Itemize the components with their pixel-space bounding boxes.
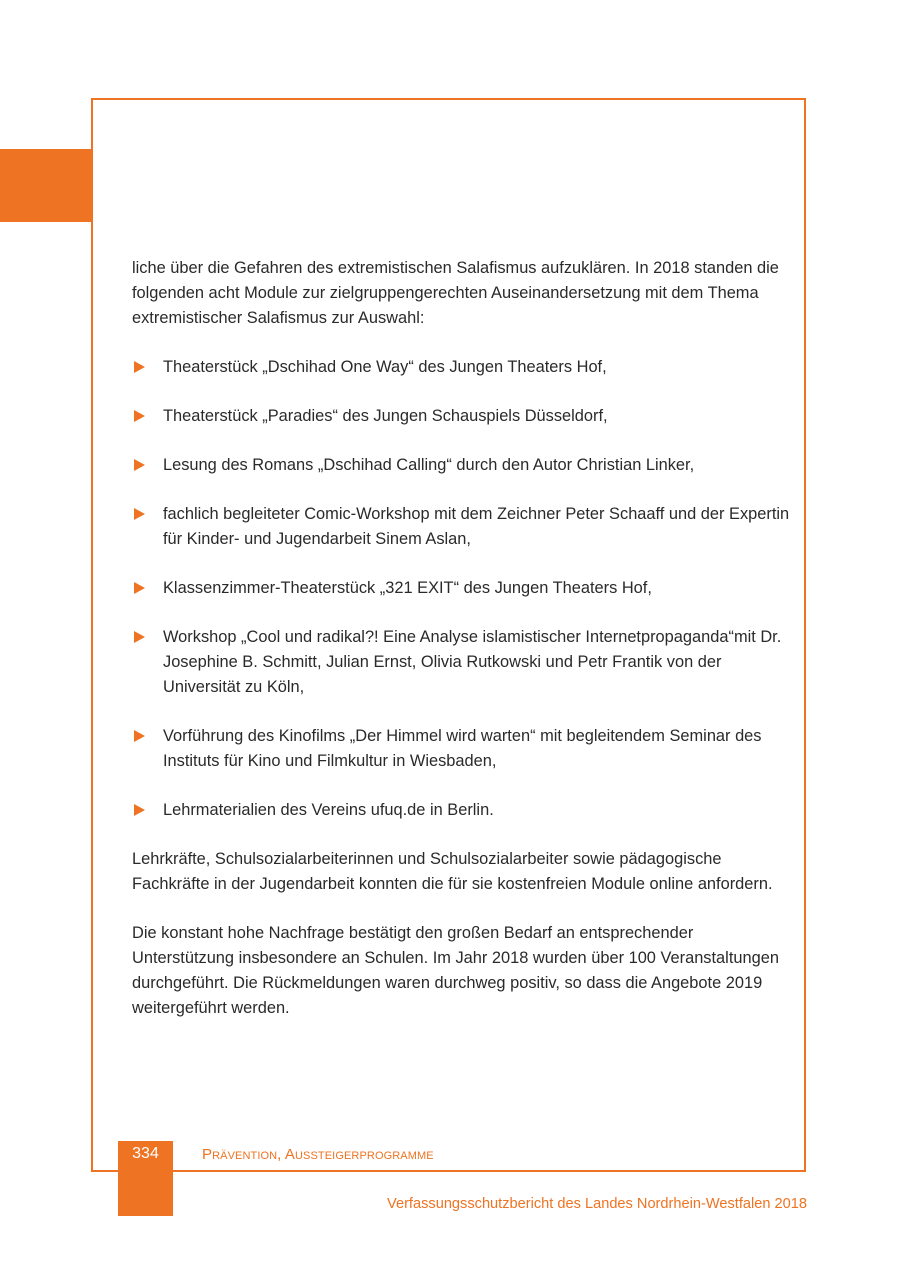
body-paragraph: Lehrkräfte, Schulsozialarbeiterinnen und Schulsozialarbeiter sowie pädagogische Fachkräfte in der Jugendarbeit konnten die für sie kostenfreien Module online anfordern. xyxy=(132,850,773,893)
triangle-bullet-icon xyxy=(134,582,145,594)
triangle-bullet-icon xyxy=(134,804,145,816)
intro-paragraph: liche über die Gefahren des extremistischen Salafismus aufzuklären. In 2018 standen die folgenden acht Module zur zielgruppengerechten Auseinandersetzung mit dem Thema extremistischer Salafismus zur Auswahl: xyxy=(132,259,779,327)
triangle-bullet-icon xyxy=(134,631,145,643)
triangle-bullet-icon xyxy=(134,361,145,373)
list-item: Vorführung des Kinofilms „Der Himmel wird warten“ mit begleitendem Seminar des Instituts für Kino und Filmkultur in Wiesbaden, xyxy=(132,724,792,774)
triangle-bullet-icon xyxy=(134,410,145,422)
triangle-bullet-icon xyxy=(134,508,145,520)
side-tab-marker xyxy=(0,149,93,222)
module-list xyxy=(132,355,792,823)
list-item: Theaterstück „Dschihad One Way“ des Jungen Theaters Hof, xyxy=(132,355,792,380)
list-item: fachlich begleiteter Comic-Workshop mit dem Zeichner Peter Schaaff und der Expertin für Kinder- und Jugendarbeit Sinem Aslan, xyxy=(132,502,792,552)
list-item: Klassenzimmer-Theaterstück „321 EXIT“ des Jungen Theaters Hof, xyxy=(132,576,792,601)
page-content xyxy=(132,256,792,1021)
page-number: 334 xyxy=(132,1145,159,1162)
triangle-bullet-icon xyxy=(134,730,145,742)
publication-title: Verfassungsschutzbericht des Landes Nordrhein-Westfalen 2018 xyxy=(387,1196,807,1212)
section-title: Prävention, Aussteigerprogramme xyxy=(202,1146,434,1163)
body-paragraph: Die konstant hohe Nachfrage bestätigt den großen Bedarf an entsprechender Unterstützung insbesondere an Schulen. Im Jahr 2018 wurden über 100 Veranstaltungen durchgeführt. Die Rückmeldungen waren durchweg positiv, so dass die Angebote 2019 weitergeführt werden. xyxy=(132,924,779,1017)
list-item: Lesung des Romans „Dschihad Calling“ durch den Autor Christian Linker, xyxy=(132,453,792,478)
list-item: Workshop „Cool und radikal?! Eine Analyse islamistischer Internetpropaganda“mit Dr. Josephine B. Schmitt, Julian Ernst, Olivia Rutkowski und Petr Frantik von der Universität zu Köln, xyxy=(132,625,792,700)
list-item: Theaterstück „Paradies“ des Jungen Schauspiels Düsseldorf, xyxy=(132,404,792,429)
triangle-bullet-icon xyxy=(134,459,145,471)
list-item: Lehrmaterialien des Vereins ufuq.de in Berlin. xyxy=(132,798,792,823)
